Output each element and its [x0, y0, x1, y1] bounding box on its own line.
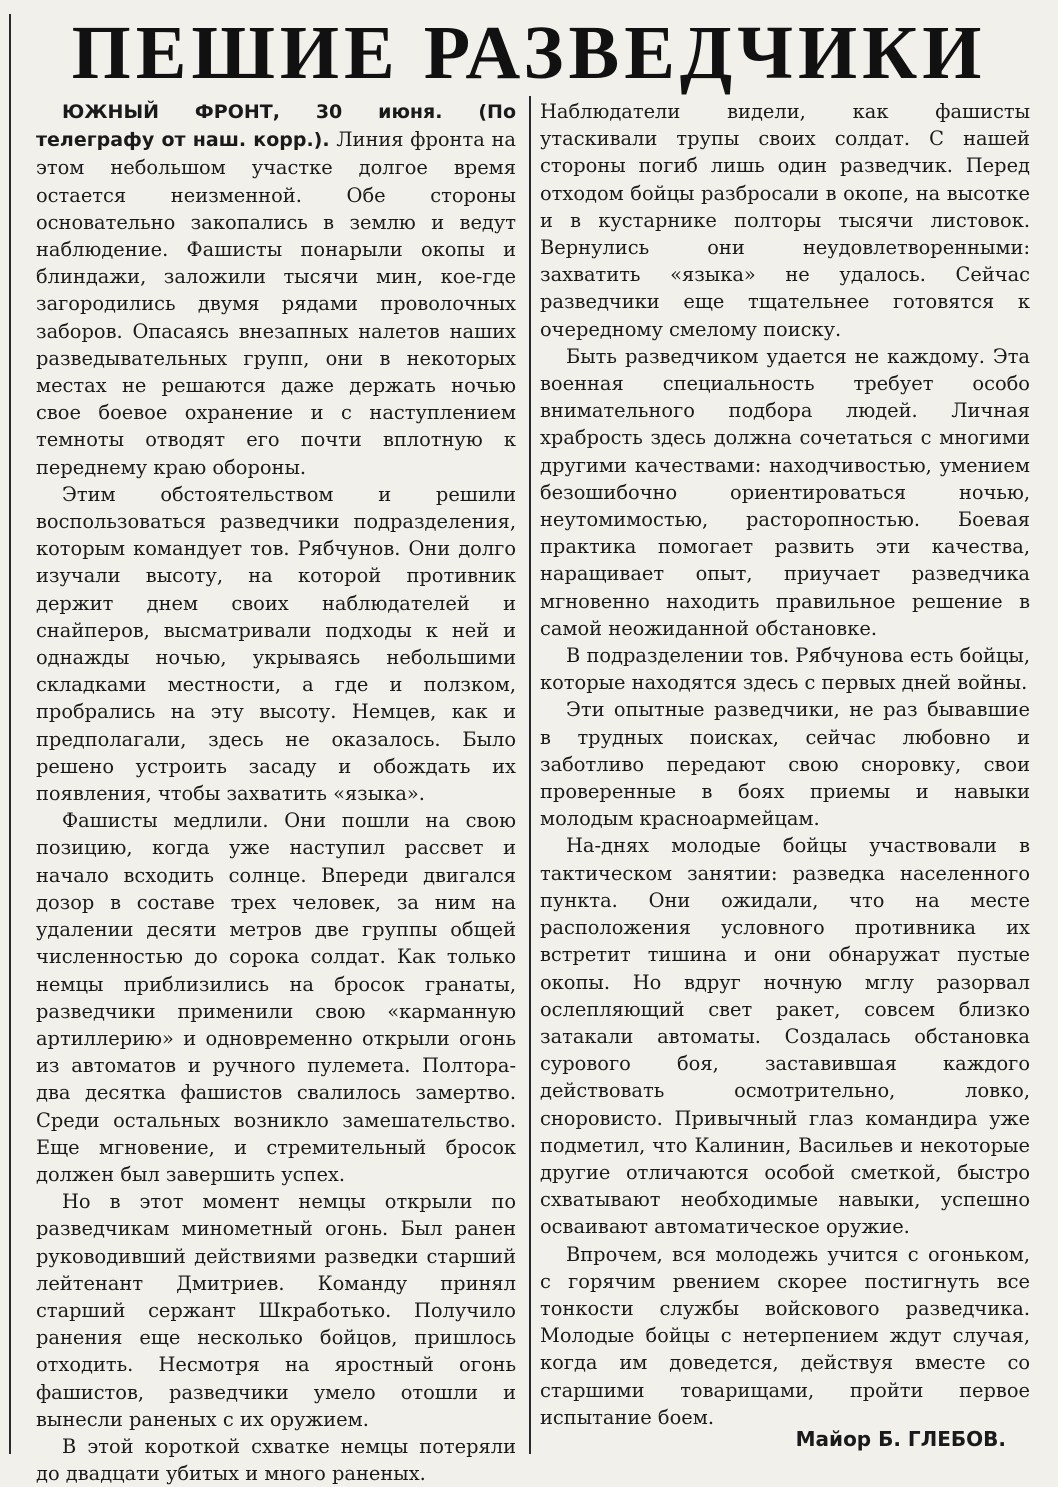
- article-paragraph: Но в этот момент немцы открыли по разведчикам минометный огонь. Был ранен руководивший действиями разведки старший лейтенант Дмитриев. Команду принял старший сержант Шкработько. Получило ранения еще несколько бойцов, пришлось отходить. Несмотря на яростный огонь фашистов, разведчики умело отошли и вынесли раненых с их оружием.: [36, 1190, 516, 1431]
- article-column-1: [36, 98, 516, 1487]
- paragraph-text: Линия фронта на этом небольшом участке долгое время остается неизменной. Обе стороны основательно закопались в землю и ведут наблюдение. Фашисты понарыли окопы и блиндажи, заложили тысячи мин, кое-где загородились двумя рядами проволочных заборов. Опасаясь внезапных налетов наших разведывательных групп, они в некоторых местах не решаются даже держать ночью свое боевое охранение и с наступлением темноты отводят его почти вплотную к переднему краю обороны.: [36, 128, 516, 479]
- article-paragraph: В подразделении тов. Рябчунова есть бойцы, которые находятся здесь с первых дней войны.: [540, 644, 1030, 695]
- article-paragraph: Эти опытные разведчики, не раз бывавшие в трудных поисках, сейчас любовно и заботливо передают свою сноровку, свои проверенные в боях приемы и навыки молодым красноармейцам.: [540, 698, 1030, 831]
- article-paragraph: В этой короткой схватке немцы потеряли до двадцати убитых и много раненых.: [36, 1434, 516, 1486]
- article-paragraph: Наблюдатели видели, как фашисты утаскивали трупы своих солдат. С нашей стороны погиб лишь один разведчик. Перед отходом бойцы разбросали в окопе, на высотке и в кустарнике полторы тысячи листовок. Вернулись они неудовлетворенными: захватить «языка» не удалось. Сейчас разведчики еще тщательнее готовятся к очередному смелому поиску.: [540, 100, 1030, 341]
- author-byline: Майор Б. ГЛЕБОВ.: [795, 1427, 1006, 1451]
- left-column-rule: [9, 14, 11, 1454]
- article-paragraph: Этим обстоятельством и решили воспользоваться разведчики подразделения, которым командует тов. Рябчунов. Они долго изучали высоту, на которой противник держит днем своих наблюдателей и снайперов, высматривали подходы к ней и однажды ночью, укрываясь небольшими складками местности, а где и ползком, пробрались на эту высоту. Немцев, как и предполагали, здесь не оказалось. Было решено устроить засаду и обождать их появления, чтобы захватить «языка».: [36, 482, 516, 806]
- article-headline: ПЕШИЕ РАЗВЕДЧИКИ: [71, 11, 987, 95]
- article-paragraph: [36, 98, 516, 481]
- article-paragraph: Быть разведчиком удается не каждому. Эта военная специальность требует особо внимательного подбора людей. Личная храбрость здесь должна сочетаться с многими другими качествами: находчивостью, умением безошибочно ориентироваться ночью, неутомимостью, расторопностью. Боевая практика помогает развить эти качества, наращивает опыт, приучает разведчика мгновенно находить правильное решение в самой неожиданной обстановке.: [540, 344, 1030, 640]
- article-paragraph: Впрочем, вся молодежь учится с огоньком, с горячим рвением скорее постигнуть все тонкости службы войскового разведчика. Молодые бойцы с нетерпением ждут случая, когда им доведется, действуя вместе со старшими товарищами, пройти первое испытание боем.: [540, 1242, 1030, 1429]
- article-paragraph: Фашисты медлили. Они пошли на свою позицию, когда уже наступил рассвет и начало всходить солнце. Впереди двигался дозор в составе трех человек, за ним на удалении десяти метров две группы общей численностью до сорока солдат. Как только немцы приблизились на бросок гранаты, разведчики применили свою «карманную артиллерию» и одновременно открыли огонь из автоматов и ручного пулемета. Полтора-два десятка фашистов свалилось замертво. Среди остальных возникло замешательство. Еще мгновение, и стремительный бросок должен был завершить успех.: [36, 809, 516, 1186]
- article-paragraph: На-днях молодые бойцы участвовали в тактическом занятии: разведка населенного пункта. Они ожидали, что на месте расположения условного противника их встретит тишина и они обнаружат пустые окопы. Но вдруг ночную мглу разорвал ослепляющий свет ракет, совсем близко затакали автоматы. Создалась обстановка сурового боя, заставившая каждого действовать осмотрительно, ловко, сноровисто. Привычный глаз командира уже подметил, что Калинин, Васильев и некоторые другие отличаются особой сметкой, быстро схватывают необходимые навыки, успешно осваивают автоматическое оружие.: [540, 834, 1030, 1239]
- center-column-rule: [529, 96, 531, 1454]
- dateline: ЮЖНЫЙ ФРОНТ, 30 июня. (По телеграфу от наш. корр.).: [36, 101, 516, 152]
- article-column-2: [540, 98, 1030, 1431]
